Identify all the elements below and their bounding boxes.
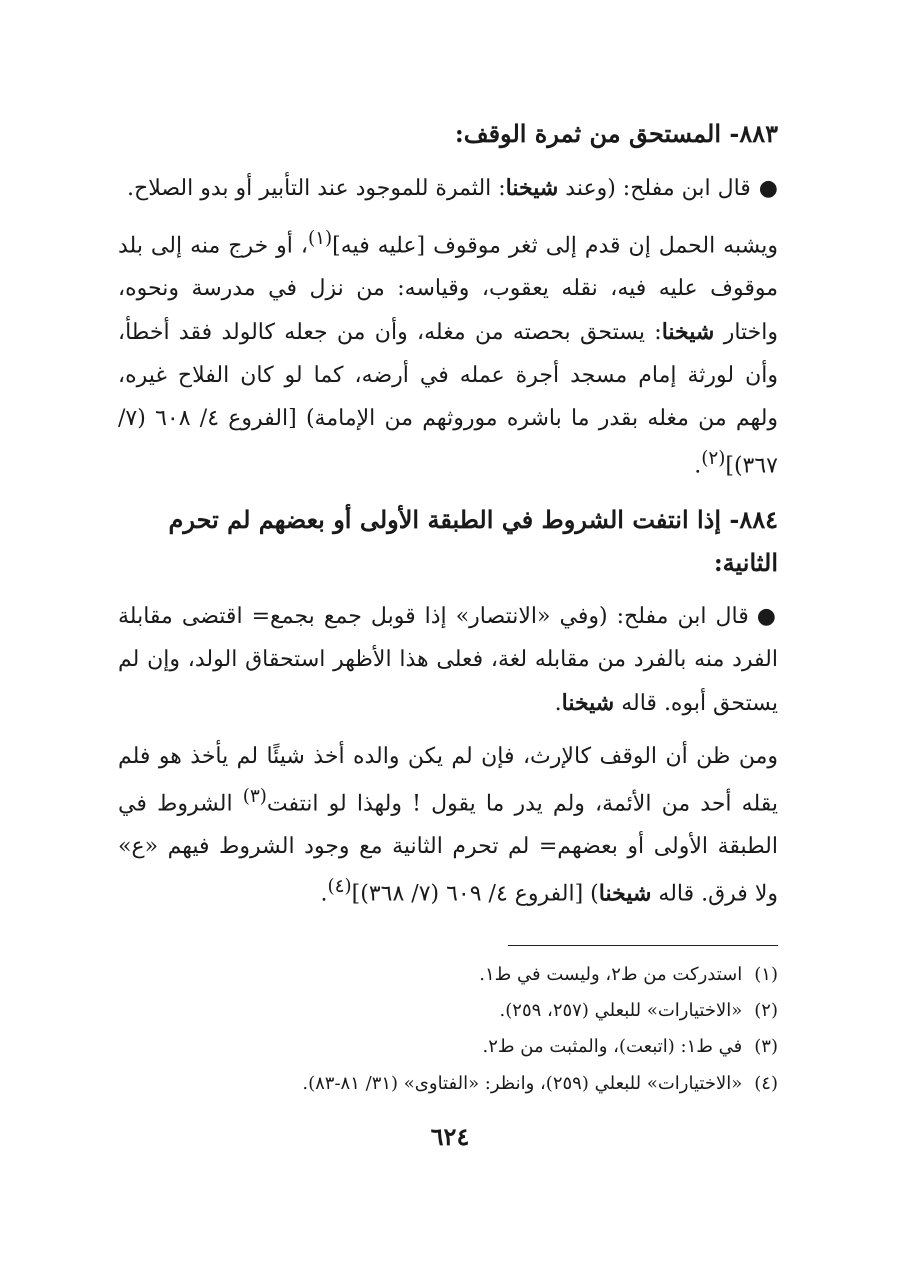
body-paragraph: ومن ظن أن الوقف كالإرث، فإن لم يكن والده أخذ شيئًا لم يأخذ هو فلم يقله أحد من الأئمة، ولم يدر ما يقول ! ولهذا لو انتفت$^{(٣)}$ الشروط في الطبقة الأولى أو بعضهم= لم تحرم الثانية مع وجود الشروط فيهم «ع» ولا فرق. قاله شيخنا) [الفروع ٤/ ٦٠٩ (٧/ ٣٦٨)]$^{(٤)}$. bbox=[118, 744, 779, 907]
footnote-ref[interactable]: (٤) bbox=[327, 876, 352, 898]
footnote-item: (١)استدركت من ط٢، وليست في ط١. bbox=[479, 964, 778, 985]
footnote-item: (٤)«الاختيارات» للبعلي (٢٥٩)، وانظر: «الفتاوى» (٣١/ ٨١-٨٣). bbox=[302, 1072, 778, 1094]
bullet-icon: ● bbox=[758, 176, 778, 202]
footnotes bbox=[118, 958, 778, 1103]
footnote-item: (٣)في ط١: (اتبعت)، والمثبت من ط٢. bbox=[482, 1036, 778, 1058]
footnote-ref[interactable]: (٢) bbox=[701, 447, 726, 469]
section-heading-883: ٨٨٣- المستحق من ثمرة الوقف: bbox=[454, 119, 778, 148]
section-heading-884: ٨٨٤- إذا انتفت الشروط في الطبقة الأولى أو بعضهم لم تحرم الثانية: bbox=[168, 505, 778, 578]
quote-paragraph: ●قال ابن مفلح: (وفي «الانتصار» إذا قوبل جمع بجمع= اقتضى مقابلة الفرد منه بالفرد من مقابله لغة، فعلى هذا الأظهر استحقاق الولد، وإن لم يستحق أبوه. قاله شيخنا. bbox=[118, 604, 778, 717]
body-paragraph: ويشبه الحمل إن قدم إلى ثغر موقوف [عليه فيه]$^{(١)}$، أو خرج منه إلى بلد موقوف عليه فيه، نقله يعقوب، وقياسه: من نزل في مدرسة ونحوه، واختار شيخنا: يستحق بحصته من مغله، وأن من جعله كالولد فقد أخطأ، وأن لورثة إمام مسجد أجرة عمله في أرضه، كما لو كان الفلاح غيره، ولهم من مغله بقدر ما باشره موروثهم من الإمامة) [الفروع ٤/ ٦٠٨ (٧/ ٣٦٧)]$^{(٢)}$. bbox=[118, 228, 779, 479]
footnote-item: (٢)«الاختيارات» للبعلي (٢٥٧، ٢٥٩). bbox=[499, 1000, 778, 1022]
bullet-icon: ● bbox=[756, 604, 778, 630]
quote-paragraph: ●قال ابن مفلح: (وعند شيخنا: الثمرة للموجود عند التأبير أو بدو الصلاح. bbox=[127, 175, 778, 202]
main-text bbox=[118, 112, 778, 926]
footnote-ref[interactable]: (٣) bbox=[242, 786, 267, 808]
page-number: ٦٢٤ bbox=[430, 1122, 470, 1151]
footnote-separator bbox=[508, 945, 778, 946]
footnote-ref[interactable]: (١) bbox=[308, 228, 333, 250]
